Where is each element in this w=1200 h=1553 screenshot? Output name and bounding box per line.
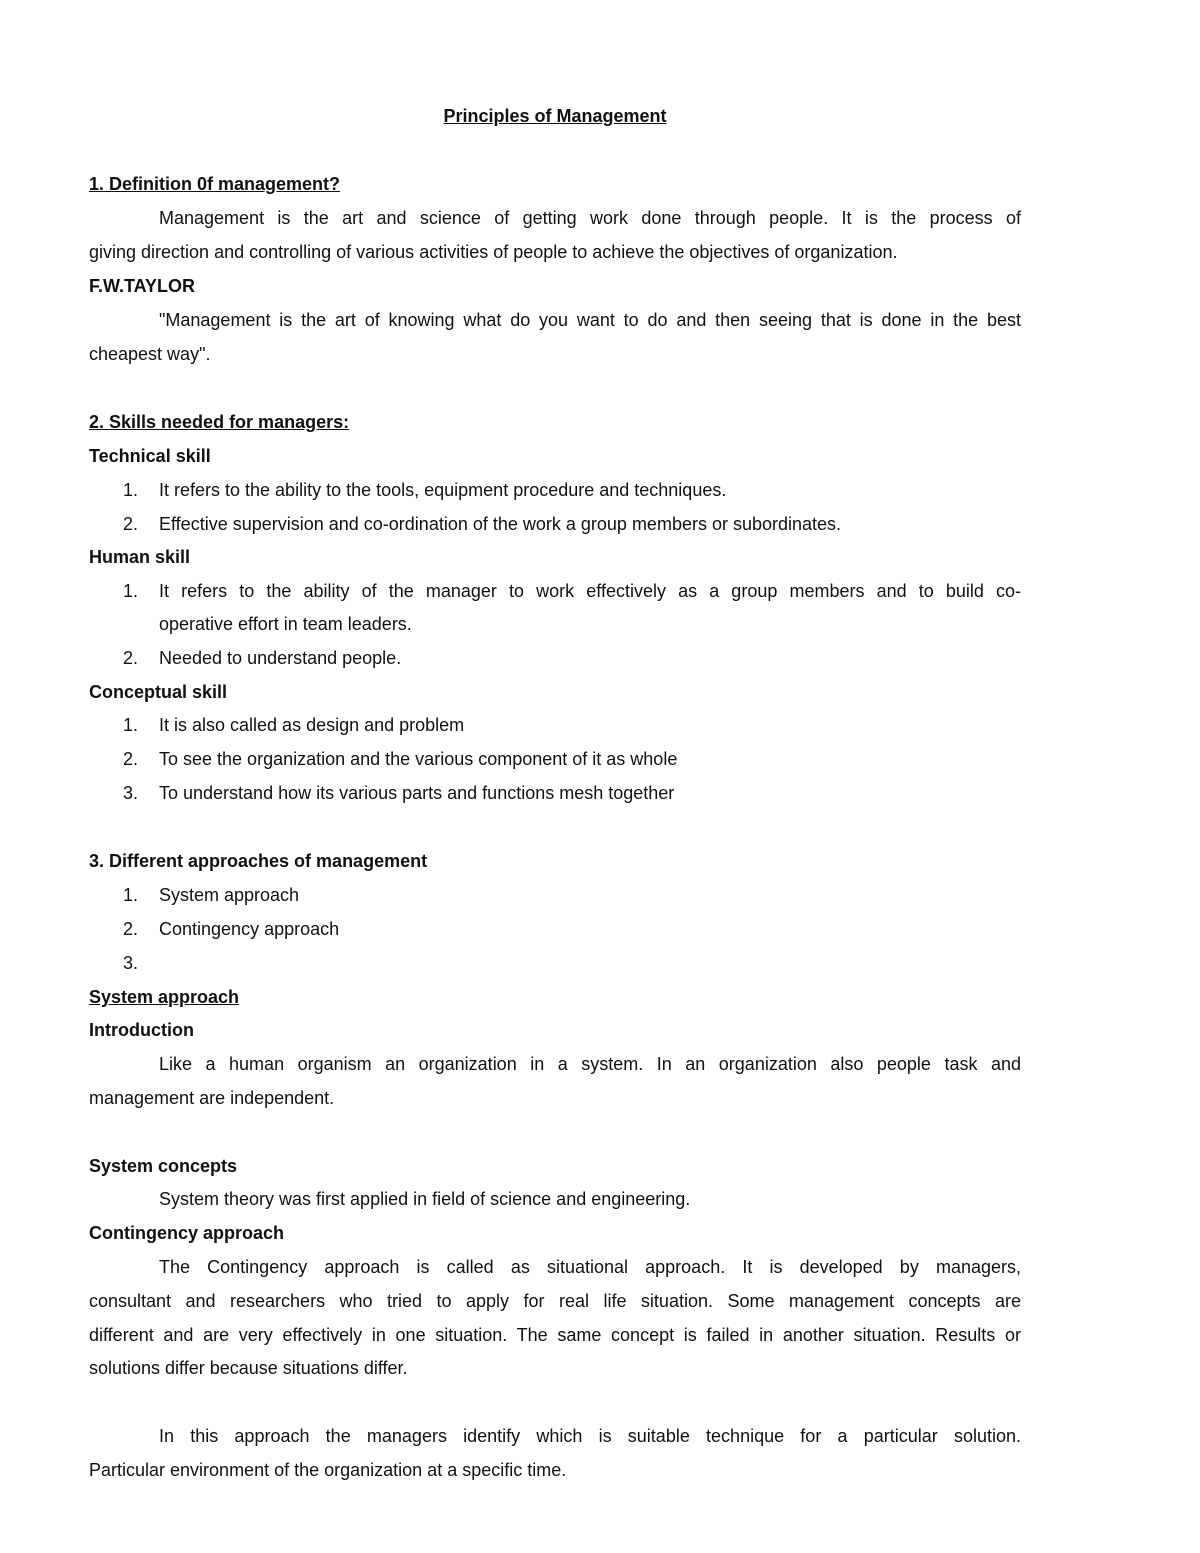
list-text: System approach [159, 885, 300, 905]
section2-heading: 2. Skills needed for managers: [89, 412, 350, 432]
list-number: 1. [123, 581, 139, 601]
contingency-para1-line2: consultant and researchers who tried to apply for real life situation. Some management concepts are [89, 1291, 1021, 1311]
list-number: 3. [123, 953, 139, 973]
intro-line2: management are independent. [89, 1088, 335, 1108]
list-number: 2. [123, 648, 139, 668]
system-concepts-line: System theory was first applied in field of science and engineering. [159, 1189, 691, 1209]
list-text: To see the organization and the various component of it as whole [159, 749, 678, 769]
contingency-para2-line2: Particular environment of the organization at a specific time. [89, 1460, 567, 1480]
list-number: 1. [123, 885, 139, 905]
list-text: It refers to the ability to the tools, equipment procedure and techniques. [159, 480, 727, 500]
contingency-para1-line4: solutions differ because situations differ. [89, 1358, 408, 1378]
human-skill-heading: Human skill [89, 547, 191, 567]
intro-line1: Like a human organism an organization in a system. In an organization also people task and [159, 1054, 1021, 1074]
list-text: It is also called as design and problem [159, 715, 465, 735]
quote-line1: "Management is the art of knowing what do you want to do and then seeing that is done in the best [159, 310, 1021, 330]
section1-para1-line2: giving direction and controlling of various activities of people to achieve the objectives of organization. [89, 242, 898, 262]
list-number: 1. [123, 715, 139, 735]
system-concepts-heading: System concepts [89, 1156, 238, 1176]
list-number: 3. [123, 783, 139, 803]
contingency-para2-line1: In this approach the managers identify which is suitable technique for a particular solution. [159, 1426, 1021, 1446]
list-number: 2. [123, 749, 139, 769]
section3-heading: 3. Different approaches of management [89, 851, 428, 871]
conceptual-skill-heading: Conceptual skill [89, 682, 228, 702]
list-text: It refers to the ability of the manager to work effectively as a group members and to build co- [159, 581, 1021, 601]
introduction-heading: Introduction [89, 1020, 194, 1040]
contingency-para1-line1: The Contingency approach is called as situational approach. It is developed by managers, [159, 1257, 1021, 1277]
contingency-para1-line3: different and are very effectively in one situation. The same concept is failed in another situation. Results or [89, 1325, 1021, 1345]
author-name: F.W.TAYLOR [89, 276, 196, 296]
list-text: Effective supervision and co-ordination of the work a group members or subordinates. [159, 514, 842, 534]
list-number: 2. [123, 919, 139, 939]
list-text: Contingency approach [159, 919, 340, 939]
list-text: Needed to understand people. [159, 648, 402, 668]
document-title: Principles of Management [443, 106, 667, 126]
list-number: 2. [123, 514, 139, 534]
list-number: 1. [123, 480, 139, 500]
quote-line2: cheapest way". [89, 344, 211, 364]
system-approach-heading: System approach [89, 987, 240, 1007]
technical-skill-heading: Technical skill [89, 446, 211, 466]
section1-para1-line1: Management is the art and science of getting work done through people. It is the process of [159, 208, 1021, 228]
list-text: operative effort in team leaders. [159, 614, 412, 634]
section1-heading: 1. Definition 0f management? [89, 174, 341, 194]
list-text: To understand how its various parts and functions mesh together [159, 783, 675, 803]
contingency-approach-heading: Contingency approach [89, 1223, 285, 1243]
